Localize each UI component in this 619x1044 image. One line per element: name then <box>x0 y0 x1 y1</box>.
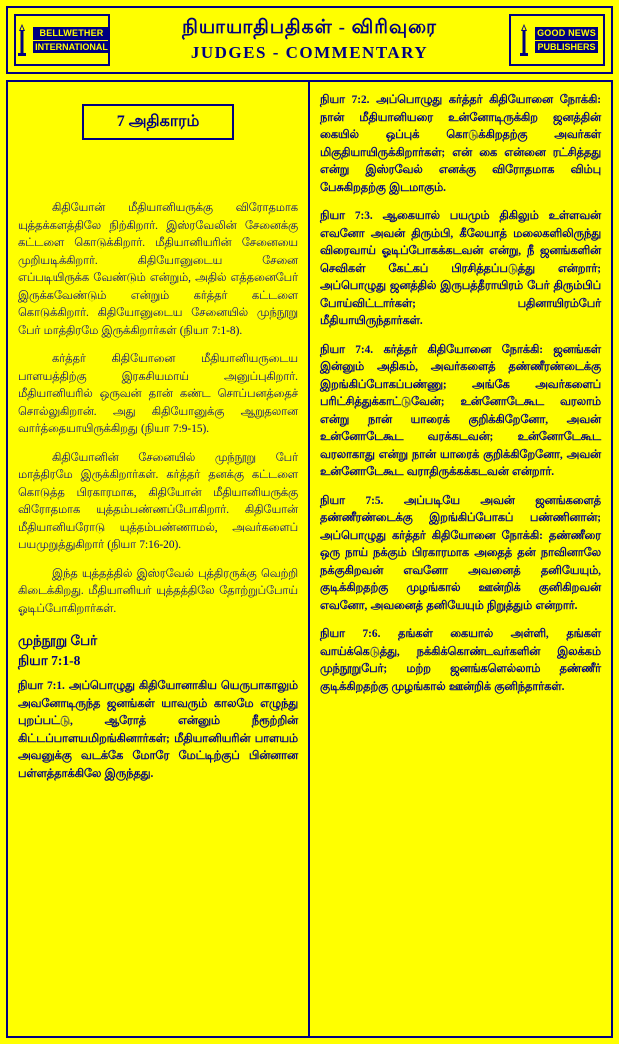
left-column <box>8 82 310 1036</box>
bellwether-logo <box>14 14 110 66</box>
bellwether-logo-line2: INTERNATIONAL <box>35 41 108 52</box>
column-spacer <box>18 140 298 200</box>
verse-text: நியா 7:6. தங்கள் கையால் அள்ளி, தங்கள் வாய்க்கெடுத்து, நக்கிக்கொண்டவர்களின் இலக்கம் முந்நூறுபேர்; மற்ற ஜனங்களெல்லாம் தண்ணீர் குடிக்கிறதற்கு முழங்கால் ஊன்றிக் குனிந்தார்கள். <box>320 628 601 693</box>
paragraph: கிதியோன் மீதியானியருக்கு விரோதமாக யுத்தக்களத்திலே நிற்கிறார். இஸ்ரவேலின் சேனைக்கு கட்டளை கொடுக்கிறார். மீதியானியரின் சேனையை முறியடிக்கிறார். கிதியோனுடைய சேனை எப்படியிருக்க வேண்டும் என்றும், அதில் எத்தனைபேர் இருக்கவேண்டும் என்றும் கர்த்தர் கட்டளை கொடுக்கிறார். கிதியோனுடைய சேனையில் முந்நூறு பேர் மாத்திரமே இருக்கிறார்கள் (நியா 7:1-8). <box>18 202 298 337</box>
verse-text: நியா 7:1. அப்பொழுது கிதியோனாகிய யெருபாகாலும் அவனோடிருந்த ஜனங்கள் யாவரும் காலமே எழுந்து புறப்பட்டு, ஆரோத் என்னும் நீரூற்றின் கிட்டப்பாளயமிறங்கினார்கள்; மீதியானியரின் பாளயம் அவனுக்கு வடக்கே மோரே மேட்டிற்குப் பின்னான பள்ளத்தாக்கிலே இருந்தது. <box>18 680 298 780</box>
section-heading-line1: முந்நூறு பேர் <box>18 633 98 648</box>
verse-text: நியா 7:3. ஆகையால் பயமும் திகிலும் உள்ளவன் எவனோ அவன் திரும்பி, கீலேயாத் மலைகளிலிருந்து விரைவாய் ஓடிப்போகக்கடவன் என்று, நீ ஜனங்களின் செவிகள் கேட்கப் பிரசித்தப்படுத்து என்றார்; அப்பொழுது ஜனத்தில் இருபத்தீராயிரம் பேர் திரும்பிப் போய்விட்டார்கள்; பதினாயிரம்பேர் மீதியாயிருந்தார்கள். <box>320 210 601 327</box>
paragraph: கிதியோனின் சேனையில் முந்நூறு பேர் மாத்திரமே இருக்கிறார்கள். கர்த்தர் தனக்கு கட்டளை கொடுத்த பிரகாரமாக, கிதியோன் மீதியானியருக்கு விரோதமாக யுத்தம்பண்ணப்போகிறார். கிதியோன் மீதியானியரோடு யுத்தம்பண்ணாமல், அவர்களைப் பயமுறுத்துகிறார் (நியா 7:16-20). <box>18 451 298 551</box>
title-tamil: நியாயாதிபதிகள் - விரிவுரை <box>182 16 437 38</box>
bellwether-logo-line1: BELLWETHER <box>33 27 110 39</box>
paragraph: இந்த யுத்தத்தில் இஸ்ரவேல் புத்திரருக்கு வெற்றி கிடைக்கிறது. மீதியானியர் யுத்தத்திலே தோற்றுப்போய் ஓடிப்போகிறார்கள். <box>18 567 298 615</box>
paragraph: கர்த்தர் கிதியோனை மீதியானியருடைய பாளயத்திற்கு இரகசியமாய் அனுப்புகிறார். மீதியானியரில் ஒருவன் தான் கண்ட சொப்பனத்தைச் சொல்லுகிறான். அது கிதியோனுக்கு ஆறுதலான வார்த்தையாயிருக்கிறது (நியா 7:9-15). <box>18 353 298 435</box>
verse-text: நியா 7:5. அப்படியே அவன் ஜனங்களைத் தண்ணீரண்டைக்கு இறங்கிப்போகப் பண்ணினான்; அப்பொழுது கர்த்தர் கிதியோனை நோக்கி: தண்ணீரை ஒரு நாய் நக்கும் பிரகாரமாக அதைத் தன் நாவினாலே நக்குகிறவன் எவனோ அவனைத் தனியேயும், குடிக்கிறதற்கு முழங்கால் ஊன்றிக் குனிகிறவன் எவனோ, அவனைத் தனியேயும் நிறுத்தும் என்றார். <box>320 494 601 612</box>
torch-icon <box>516 23 532 57</box>
good-news-logo-line1: GOOD NEWS <box>537 28 596 39</box>
chapter-box <box>82 104 234 140</box>
good-news-logo <box>509 14 605 66</box>
page-header <box>6 6 613 74</box>
right-column <box>310 82 611 1036</box>
verse-text: நியா 7:2. அப்பொழுது கர்த்தர் கிதியோனை நோக்கி: நான் மீதியானியரை உன்னோடிருக்கிற ஜனத்தின் கையில் ஒப்புக் கொடுக்கிறதற்கு அவர்கள் மிகுதியாயிருக்கிறார்கள்; என் கை என்னை ரட்சித்தது என்று இஸ்ரவேல் எனக்கு விரோதமாக விம்பு பேசுகிறதற்கு இடமாகும். <box>320 94 601 194</box>
header-titles <box>110 17 509 64</box>
verse-text: நியா 7:4. கர்த்தர் கிதியோனை நோக்கி: ஜனங்கள் இன்னும் அதிகம், அவர்களைத் தண்ணீரண்டைக்கு இறங்கிப்போகப்பண்ணு; அங்கே அவர்களைப் பரிட்சித்துக்காட்டுவேன்; உன்னோடேகூட வரலாம் என்று நான் யாரைக் குறிக்கிறேனோ, அவன் உன்னோடேகூட வரக்கடவன்; உன்னோடேகூட வரலாகாது என்று நான் யாரைக் குறிக்கிறேனோ, அவன் உன்னோடேகூட வராதிருக்கக்கடவன் என்றார். <box>320 343 601 478</box>
good-news-logo-line2: PUBLISHERS <box>535 41 598 53</box>
title-english: JUDGES - COMMENTARY <box>190 43 429 63</box>
section-heading-line2: நியா 7:1-8 <box>18 653 81 669</box>
chapter-label: 7 அதிகாரம் <box>116 113 200 130</box>
body-frame <box>6 80 613 1038</box>
torch-icon <box>14 23 30 57</box>
